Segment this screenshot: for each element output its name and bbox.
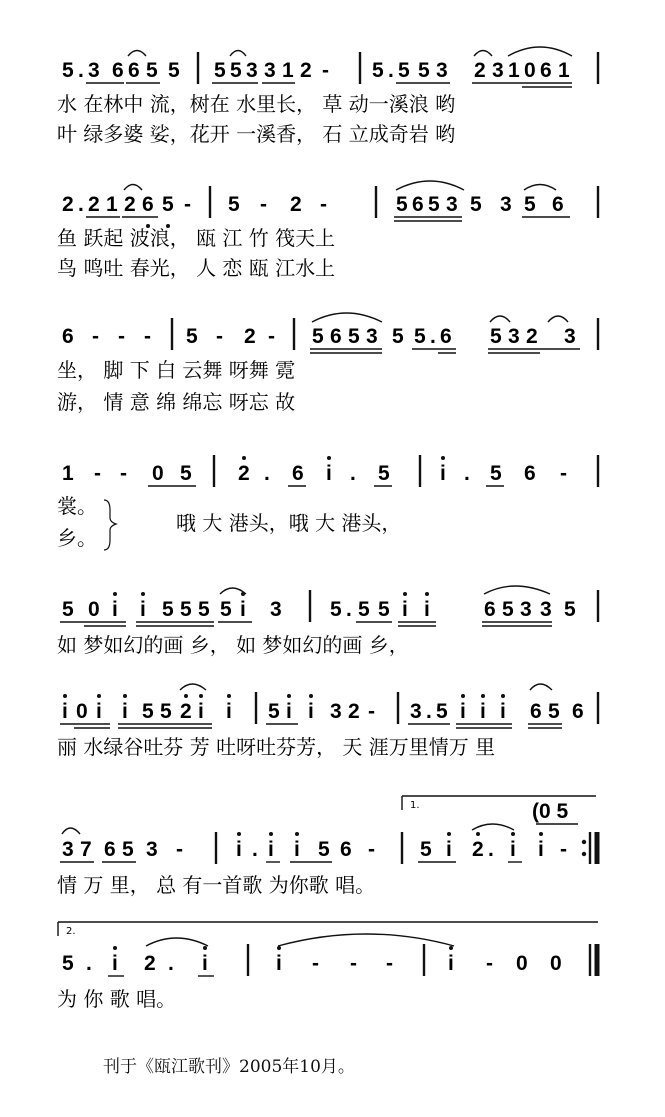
svg-text:6: 6 <box>142 193 154 216</box>
svg-text:2: 2 <box>348 700 360 723</box>
svg-text:i: i <box>402 598 408 621</box>
svg-text:3: 3 <box>540 598 552 621</box>
svg-text:6: 6 <box>330 325 342 348</box>
svg-text:-: - <box>216 325 223 348</box>
svg-text:1: 1 <box>508 59 520 82</box>
octave-dot <box>501 694 505 698</box>
octave-dot <box>141 592 145 596</box>
svg-text:-: - <box>320 193 327 216</box>
system-1-underlines <box>86 83 572 87</box>
svg-text:3: 3 <box>246 59 258 82</box>
svg-text:-: - <box>486 952 493 975</box>
svg-text:i: i <box>448 952 454 975</box>
octave-dot <box>269 832 273 836</box>
volta-1-label: 1. <box>410 800 420 811</box>
svg-text:i: i <box>460 700 466 723</box>
svg-text:5: 5 <box>180 462 192 485</box>
svg-text:i: i <box>96 700 102 723</box>
repeat-end-sign <box>582 832 597 864</box>
svg-text:5: 5 <box>220 598 232 621</box>
octave-dot <box>123 694 127 698</box>
system-2-slurs <box>124 181 556 190</box>
svg-text:-: - <box>260 193 267 216</box>
octave-dot <box>113 592 117 596</box>
system-3-notes <box>62 325 576 348</box>
system-4 <box>57 455 598 550</box>
svg-text:5: 5 <box>436 700 448 723</box>
svg-text:5: 5 <box>372 59 384 82</box>
svg-text:5: 5 <box>228 193 240 216</box>
svg-text:i: i <box>294 838 300 861</box>
svg-text:6: 6 <box>104 838 116 861</box>
svg-text:0: 0 <box>516 952 528 975</box>
svg-text:.: . <box>78 59 84 82</box>
svg-text:i: i <box>268 838 274 861</box>
octave-dot <box>476 832 480 836</box>
svg-text:3: 3 <box>330 700 342 723</box>
svg-text:2: 2 <box>144 952 156 975</box>
system-1 <box>57 47 598 146</box>
svg-text:i: i <box>122 700 128 723</box>
svg-text:i: i <box>62 700 68 723</box>
svg-text:2: 2 <box>300 59 312 82</box>
volta-2-label: 2. <box>66 926 76 937</box>
svg-text:5: 5 <box>62 952 74 975</box>
svg-text:3: 3 <box>270 598 282 621</box>
system-2-underlines <box>86 217 570 221</box>
octave-dot <box>63 694 67 698</box>
system-5-slurs <box>220 586 550 594</box>
svg-text:5: 5 <box>414 325 426 348</box>
octave-dot <box>184 694 188 698</box>
svg-text:2: 2 <box>290 193 302 216</box>
svg-text:5: 5 <box>198 598 210 621</box>
lyrics-verse-1: 坐， 脚 下 白 云舞 呀舞 霓 <box>57 358 296 382</box>
octave-dot <box>539 832 543 836</box>
svg-text:.: . <box>350 462 356 485</box>
system-8-notes <box>62 952 562 975</box>
svg-text:1: 1 <box>558 59 570 82</box>
svg-text:5: 5 <box>62 598 74 621</box>
lyrics-verse-1: 鱼 跃起 波浪， 瓯 江 竹 筏天上 <box>57 226 336 250</box>
lyrics-verse-1: 情 万 里， 总 有一首歌 为你歌 唱。 <box>57 873 376 897</box>
svg-text:3: 3 <box>436 59 448 82</box>
svg-text:-: - <box>560 462 567 485</box>
svg-text:5: 5 <box>524 193 536 216</box>
svg-text:5: 5 <box>180 598 192 621</box>
svg-text:5: 5 <box>230 59 242 82</box>
system-5 <box>57 586 598 657</box>
system-5-underlines <box>60 622 552 626</box>
svg-text:-: - <box>350 952 357 975</box>
svg-text:3: 3 <box>88 59 100 82</box>
system-3-underlines <box>310 349 580 353</box>
system-7-notes <box>62 838 567 861</box>
svg-text:-: - <box>176 838 183 861</box>
lyrics-verse-1: 为 你 歌 唱。 <box>57 987 177 1011</box>
svg-text:-: - <box>118 325 125 348</box>
svg-text:2: 2 <box>124 193 136 216</box>
svg-text:i: i <box>326 462 332 485</box>
svg-text:5: 5 <box>418 59 430 82</box>
svg-text:i: i <box>276 952 282 975</box>
svg-text:3: 3 <box>410 700 422 723</box>
svg-text:.: . <box>464 462 470 485</box>
svg-text:5: 5 <box>168 59 180 82</box>
octave-dot <box>309 694 313 698</box>
system-1-notes <box>62 59 570 82</box>
svg-text:5: 5 <box>378 462 390 485</box>
volta-2-bracket <box>58 922 598 937</box>
octave-dot <box>237 832 241 836</box>
svg-text:3: 3 <box>264 59 276 82</box>
svg-text:3: 3 <box>508 325 520 348</box>
lyrics-refrain: 哦 大 港头，哦 大 港头， <box>176 511 402 535</box>
svg-text:0: 0 <box>88 598 100 621</box>
svg-text:5: 5 <box>398 59 410 82</box>
svg-text:5: 5 <box>214 59 226 82</box>
svg-text:5: 5 <box>396 193 408 216</box>
svg-text:5: 5 <box>146 59 158 82</box>
svg-text:3: 3 <box>564 325 576 348</box>
lyrics-verse-2: 叶 绿多婆 娑，花开 一溪香， 石 立成奇岩 哟 <box>57 122 456 146</box>
system-6 <box>57 684 598 759</box>
publication-note: 刊于《瓯江歌刊》2005年10月。 <box>103 1057 355 1077</box>
octave-dot <box>97 694 101 698</box>
svg-text:.: . <box>78 193 84 216</box>
svg-text:-: - <box>268 325 275 348</box>
svg-text:-: - <box>368 838 375 861</box>
octave-dot <box>287 694 291 698</box>
octave-dot <box>481 694 485 698</box>
svg-text:6: 6 <box>440 325 452 348</box>
svg-text:.: . <box>426 700 432 723</box>
svg-text:.: . <box>168 952 174 975</box>
svg-text:5: 5 <box>420 838 432 861</box>
svg-text:3: 3 <box>62 838 74 861</box>
system-6-underlines <box>60 724 562 728</box>
svg-text:.: . <box>388 59 394 82</box>
system-6-notes <box>62 700 584 723</box>
svg-text:-: - <box>560 838 567 861</box>
svg-text:5: 5 <box>330 598 342 621</box>
svg-text:1: 1 <box>282 59 294 82</box>
svg-text:2: 2 <box>88 193 100 216</box>
svg-text:2: 2 <box>474 59 486 82</box>
svg-text:5: 5 <box>268 700 280 723</box>
system-3 <box>57 313 598 414</box>
system-8-slurs <box>146 934 454 946</box>
svg-text:-: - <box>144 325 151 348</box>
svg-text:5: 5 <box>142 700 154 723</box>
svg-text:i: i <box>140 598 146 621</box>
octave-dot <box>277 946 281 950</box>
svg-text:6: 6 <box>62 325 74 348</box>
svg-text:i: i <box>510 838 516 861</box>
svg-text:3: 3 <box>366 325 378 348</box>
svg-text:.: . <box>86 952 92 975</box>
octave-dot <box>403 592 407 596</box>
lyrics-verse-1: 丽 水绿谷吐芬 芳 吐呀吐芬芳， 天 涯万里情万 里 <box>57 735 496 759</box>
system-3-slurs <box>312 313 568 322</box>
svg-text:i: i <box>202 952 208 975</box>
svg-text:i: i <box>112 598 118 621</box>
octave-dot <box>461 694 465 698</box>
svg-text:i: i <box>198 700 204 723</box>
svg-text:5: 5 <box>548 700 560 723</box>
svg-text:0: 0 <box>76 700 88 723</box>
svg-text:5: 5 <box>470 193 482 216</box>
final-barline <box>590 944 597 976</box>
svg-text:.: . <box>264 462 270 485</box>
octave-dot <box>227 694 231 698</box>
svg-text:6: 6 <box>572 700 584 723</box>
svg-text:i: i <box>112 952 118 975</box>
svg-text:2: 2 <box>62 193 74 216</box>
svg-text:.: . <box>430 325 436 348</box>
svg-text:7: 7 <box>80 838 92 861</box>
svg-text:6: 6 <box>128 59 140 82</box>
svg-text:0: 0 <box>550 952 562 975</box>
svg-text:5: 5 <box>502 598 514 621</box>
svg-text:5: 5 <box>186 325 198 348</box>
system-8 <box>57 922 598 1011</box>
svg-text:i: i <box>500 700 506 723</box>
svg-text:-: - <box>184 193 191 216</box>
svg-text:5: 5 <box>160 700 172 723</box>
svg-text:5: 5 <box>428 193 440 216</box>
svg-text:3: 3 <box>146 838 158 861</box>
svg-text:i: i <box>236 838 242 861</box>
system-2-notes <box>62 193 564 216</box>
octave-dot <box>511 832 515 836</box>
lyrics-verse-2: 鸟 鸣吐 春光， 人 恋 瓯 江水上 <box>57 256 336 280</box>
svg-text:i: i <box>538 838 544 861</box>
svg-text:.: . <box>488 838 494 861</box>
pickup-notes: (0 5 <box>532 800 569 823</box>
svg-text:5: 5 <box>490 325 502 348</box>
system-7 <box>57 796 597 897</box>
lyrics-verse-1: 水 在林中 流，树在 水里长， 草 动一溪浪 哟 <box>57 92 456 116</box>
svg-text:-: - <box>94 462 101 485</box>
svg-text:.: . <box>252 838 258 861</box>
svg-text:2: 2 <box>180 700 192 723</box>
svg-text:3: 3 <box>520 598 532 621</box>
svg-text:6: 6 <box>530 700 542 723</box>
octave-dot <box>449 946 453 950</box>
svg-text:6: 6 <box>484 598 496 621</box>
svg-text:-: - <box>386 952 393 975</box>
svg-text:-: - <box>120 462 127 485</box>
system-1-slurs <box>128 47 572 56</box>
octave-dot <box>199 694 203 698</box>
octave-dot <box>242 456 246 460</box>
svg-text:-: - <box>312 952 319 975</box>
octave-dot <box>447 832 451 836</box>
octave-dot <box>327 456 331 460</box>
svg-text:i: i <box>424 598 430 621</box>
svg-text:3: 3 <box>492 59 504 82</box>
svg-text:6: 6 <box>524 462 536 485</box>
octave-dot <box>441 456 445 460</box>
svg-text:6: 6 <box>292 462 304 485</box>
octave-dot <box>203 946 207 950</box>
svg-text:5: 5 <box>162 193 174 216</box>
svg-text:2: 2 <box>244 325 256 348</box>
system-5-notes <box>62 598 576 621</box>
svg-text:5: 5 <box>162 598 174 621</box>
svg-text:5: 5 <box>318 838 330 861</box>
svg-text:2: 2 <box>526 325 538 348</box>
svg-text:2: 2 <box>472 838 484 861</box>
svg-text:1: 1 <box>106 193 118 216</box>
svg-text:-: - <box>368 700 375 723</box>
svg-text:i: i <box>286 700 292 723</box>
svg-text:6: 6 <box>340 838 352 861</box>
svg-text:i: i <box>440 462 446 485</box>
svg-text:5: 5 <box>490 462 502 485</box>
octave-dot <box>113 946 117 950</box>
svg-text:5: 5 <box>122 838 134 861</box>
svg-text:6: 6 <box>412 193 424 216</box>
svg-text:-: - <box>92 325 99 348</box>
system-6-slurs <box>180 684 552 690</box>
verse-brace <box>104 500 116 550</box>
svg-text:i: i <box>480 700 486 723</box>
system-2 <box>57 181 598 280</box>
svg-text:3: 3 <box>500 193 512 216</box>
svg-text:6: 6 <box>552 193 564 216</box>
svg-text:.: . <box>346 598 352 621</box>
svg-text:5: 5 <box>62 59 74 82</box>
svg-text:-: - <box>322 59 329 82</box>
svg-text:i: i <box>308 700 314 723</box>
svg-text:i: i <box>446 838 452 861</box>
svg-text:5: 5 <box>348 325 360 348</box>
system-4-notes <box>62 462 567 485</box>
svg-text:6: 6 <box>112 59 124 82</box>
svg-text:1: 1 <box>62 462 74 485</box>
svg-text:5: 5 <box>392 325 404 348</box>
svg-text:3: 3 <box>446 193 458 216</box>
svg-text:2: 2 <box>238 462 250 485</box>
svg-text:5: 5 <box>378 598 390 621</box>
lyrics-verse-1: 如 梦如幻的画 乡， 如 梦如幻的画 乡， <box>57 633 409 657</box>
lyrics-verse-2: 游， 情 意 绵 绵忘 呀忘 故 <box>57 390 296 414</box>
svg-text:0: 0 <box>524 59 536 82</box>
svg-text:i: i <box>226 700 232 723</box>
system-7-slurs <box>62 824 514 834</box>
svg-text:5: 5 <box>564 598 576 621</box>
octave-dot <box>295 832 299 836</box>
svg-text:6: 6 <box>540 59 552 82</box>
svg-text:i: i <box>240 598 246 621</box>
lyrics-verse-1: 裳。 <box>57 494 97 518</box>
octave-dot <box>425 592 429 596</box>
lyrics-verse-2: 乡。 <box>57 526 97 550</box>
svg-text:5: 5 <box>358 598 370 621</box>
svg-text:5: 5 <box>312 325 324 348</box>
svg-text:0: 0 <box>152 462 164 485</box>
